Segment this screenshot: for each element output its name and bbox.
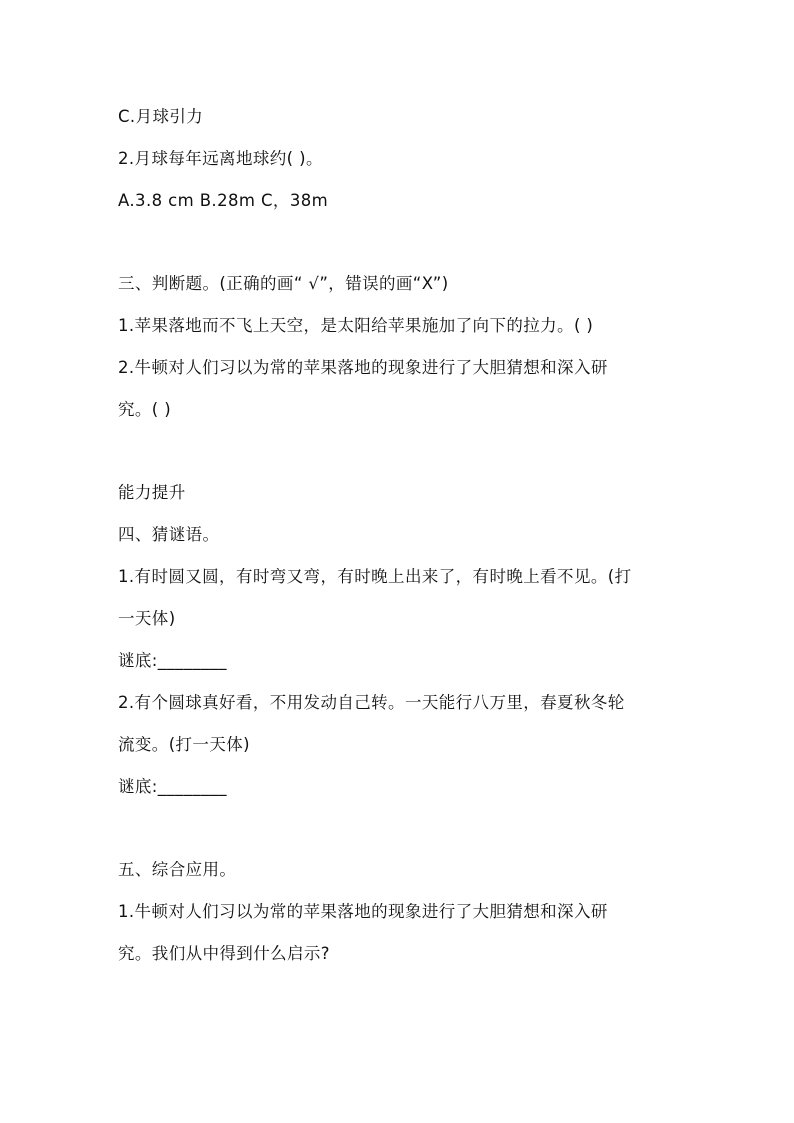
question-2-options: A.3.8 cm B.28m C，38m [118, 191, 329, 210]
question-2-moon-distance: 2.月球每年远离地球约( )。 [118, 149, 323, 168]
riddle-1-answer: 谜底:________ [118, 651, 227, 670]
option-c-moon-gravity: C.月球引力 [118, 107, 204, 126]
section-3-heading: 三、判断题。(正确的画“ √”，错误的画“X”) [118, 274, 449, 293]
riddle-2-line-1: 2.有个圆球真好看，不用发动自己转。一天能行八万里，春夏秋冬轮 [118, 693, 625, 712]
application-question-line-2: 究。我们从中得到什么启示? [118, 944, 330, 963]
section-4-heading: 四、猜谜语。 [118, 525, 220, 544]
judge-question-1: 1.苹果落地而不飞上天空，是太阳给苹果施加了向下的拉力。( ) [118, 316, 594, 335]
ability-heading: 能力提升 [118, 483, 186, 502]
riddle-2-line-2: 流变。(打一天体) [118, 735, 250, 754]
riddle-1-line-2: 一天体) [118, 609, 176, 628]
application-question-line-1: 1.牛顿对人们习以为常的苹果落地的现象进行了大胆猜想和深入研 [118, 902, 608, 921]
section-5-heading: 五、综合应用。 [118, 860, 237, 879]
riddle-2-answer: 谜底:________ [118, 777, 227, 796]
judge-question-2-line-2: 究。( ) [118, 400, 172, 419]
riddle-1-line-1: 1.有时圆又圆，有时弯又弯，有时晚上出来了，有时晚上看不见。(打 [118, 567, 632, 586]
judge-question-2-line-1: 2.牛顿对人们习以为常的苹果落地的现象进行了大胆猜想和深入研 [118, 358, 608, 377]
